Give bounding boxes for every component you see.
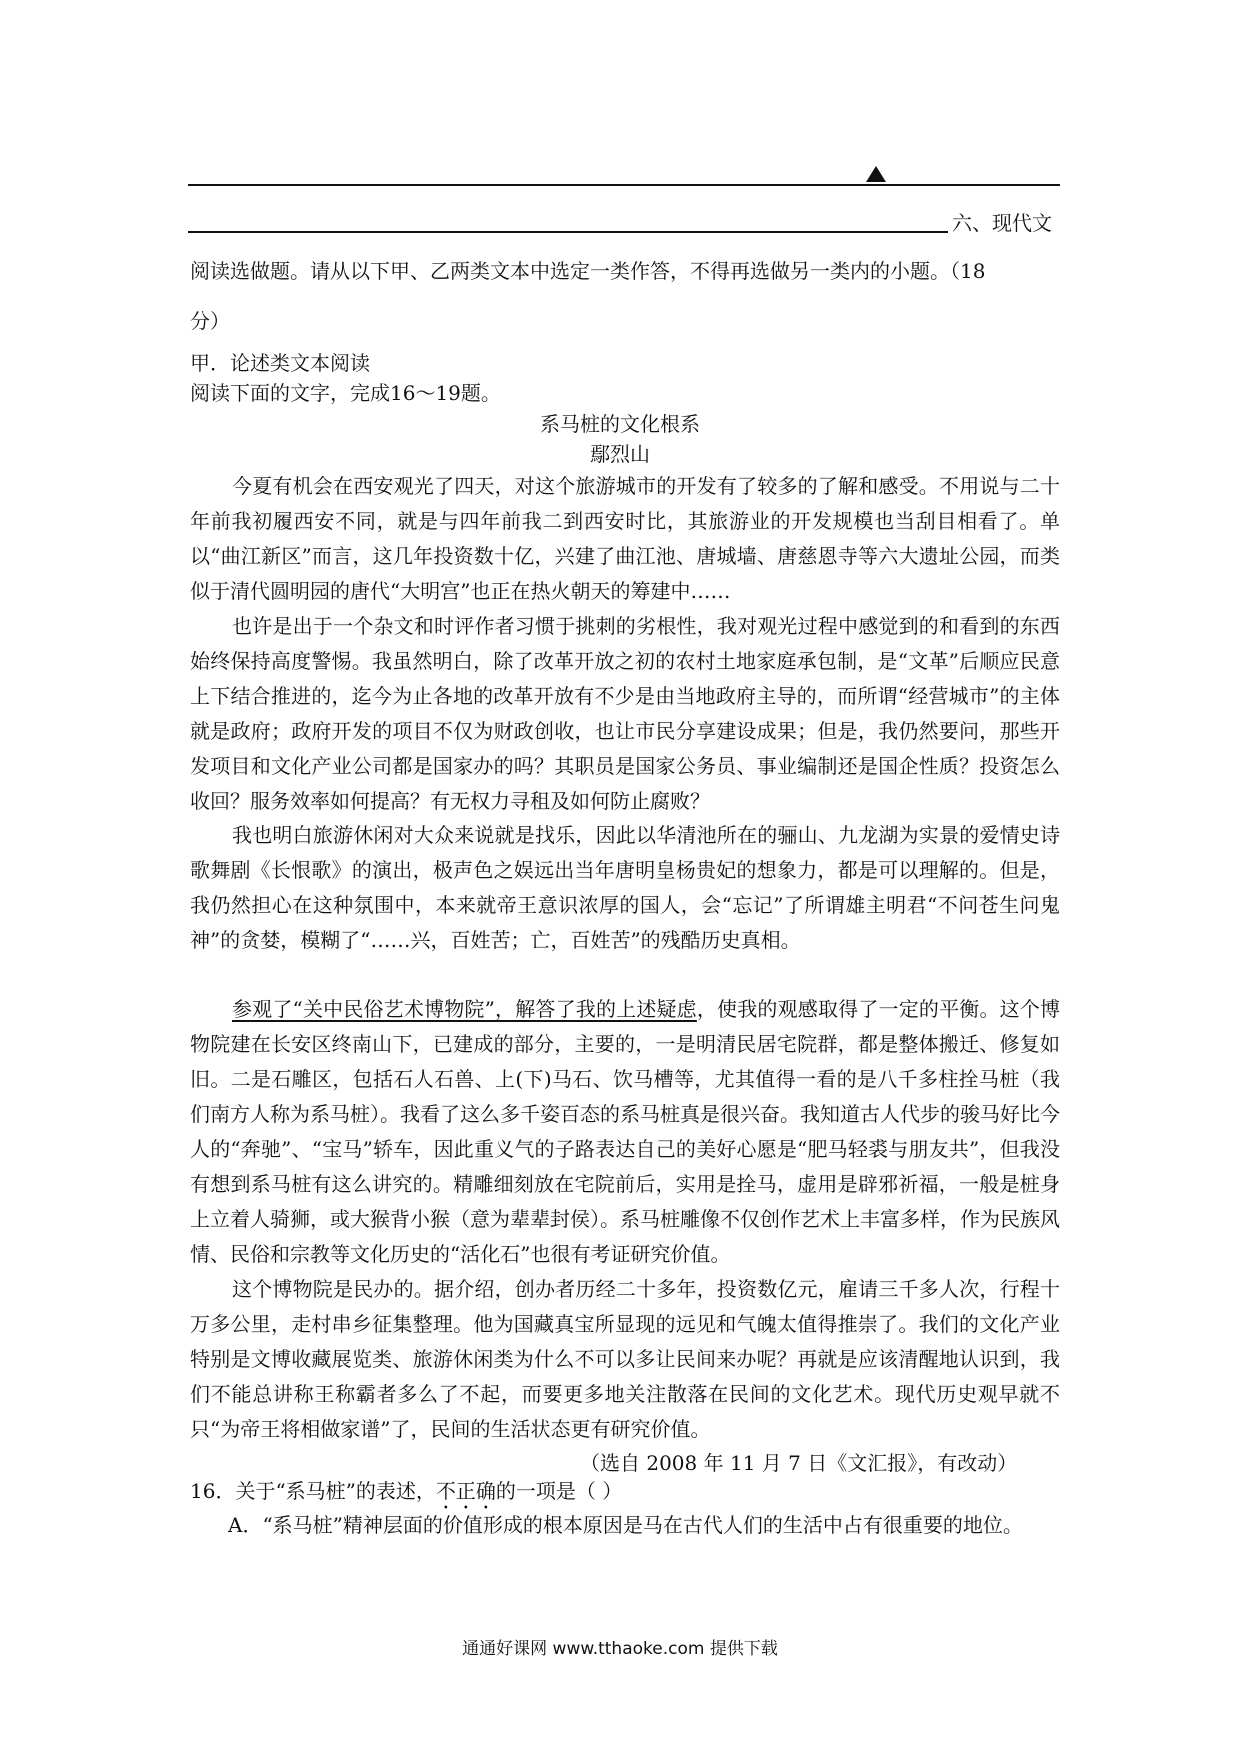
paragraph-3: 我也明白旅游休闲对大众来说就是找乐，因此以华清池所在的骊山、九龙湖为实景的爱情史诗歌舞剧《长恨歌》的演出，极声色之娱远出当年唐明皇杨贵妃的想象力，都是可以理解的。但是，我仍然担心在这种氛围中，本来就帝王意识浓厚的国人，会“忘记”了所谓雄主明君“不问苍生问鬼神”的贪婪，模糊了“……兴，百姓苦；亡，百姓苦”的残酷历史真相。	[190, 823, 1060, 952]
stem-suffix: 的一项是（ ）	[495, 1479, 623, 1503]
intro-line-1: 阅读选做题。请从以下甲、乙两类文本中选定一类作答，不得再选做另一类内的小题。（18	[190, 259, 986, 283]
triangle-icon	[866, 166, 886, 182]
option-a: A．“系马桩”精神层面的价值形成的根本原因是马在古代人们的生活中占有很重要的地位。	[228, 1513, 1023, 1537]
paragraph-1: 今夏有机会在西安观光了四天，对这个旅游城市的开发有了较多的了解和感受。不用说与二十年前我初履西安不同，就是与四年前我二到西安时比，其旅游业的开发规模也当刮目相看了。单以“曲江新区”而言，这几年投资数十亿，兴建了曲江池、唐城墙、唐慈恩寺等六大遗址公园，而类似于清代圆明园的唐代“大明宫”也正在热火朝天的筹建中……	[190, 474, 1060, 603]
article-source: （选自 2008 年 11 月 7 日《文汇报》，有改动）	[580, 1451, 1018, 1475]
paragraph-2: 也许是出于一个杂文和时评作者习惯于挑刺的劣根性，我对观光过程中感觉到的和看到的东西始终保持高度警惕。我虽然明白，除了改革开放之初的农村土地家庭承包制，是“文革”后顺应民意上下结合推进的，迄今为止各地的改革开放有不少是由当地政府主导的，而所谓“经营城市”的主体就是政府；政府开发的项目不仅为财政创收，也让市民分享建设成果；但是，我仍然要问，那些开发项目和文化产业公司都是国家办的吗？其职员是国家公务员、事业编制还是国企性质？投资怎么收回？服务效率如何提高？有无权力寻租及如何防止腐败？	[190, 614, 1060, 813]
paragraph-4	[190, 992, 1060, 1272]
top-rule	[188, 184, 1060, 186]
part-heading: 甲．论述类文本阅读	[190, 351, 370, 375]
paragraph-5: 这个博物院是民办的。据介绍，创办者历经二十多年，投资数亿元，雇请三千多人次，行程十万多公里，走村串乡征集整理。他为国藏真宝所显现的远见和气魄太值得推崇了。我们的文化产业特别是文博收藏展览类、旅游休闲类为什么不可以多让民间来办呢？再就是应该清醒地认识到，我们不能总讲称王称霸者多么了不起，而要更多地关注散落在民间的文化艺术。现代历史观早就不只“为帝王将相做家谱”了，民间的生活状态更有研究价值。	[190, 1277, 1060, 1441]
paragraph-4-rest: ，使我的观感取得了一定的平衡。这个博物院建在长安区终南山下，已建成的部分，主要的，一是明清民居宅院群，都是整体搬迁、修复如旧。二是石雕区，包括石人石兽、上(下)马石、饮马槽等，尤其值得一看的是八千多柱拴马桩（我们南方人称为系马桩）。我看了这么多千姿百态的系马桩真是很兴奋。我知道古人代步的骏马好比今人的“奔驰”、“宝马”轿车，因此重义气的子路表达自己的美好心愿是“肥马轻裘与朋友共”，但我没有想到系马桩有这么讲究的。精雕细刻放在宅院前后，实用是拴马，虚用是辟邪祈福，一般是桩身上立着人骑狮，或大猴背小猴（意为辈辈封侯）。系马桩雕像不仅创作艺术上丰富多样，作为民族风情、民俗和宗教等文化历史的“活化石”也很有考证研究价值。	[190, 997, 1061, 1266]
part-instruction: 阅读下面的文字，完成16～19题。	[190, 381, 501, 405]
underlined-phrase: 参观了“关中民俗艺术博物院”，解答了我的上述疑虑	[232, 997, 697, 1021]
stem-emphasis: 不正确	[435, 1479, 496, 1503]
article-author: 鄢烈山	[590, 442, 650, 466]
stem-prefix: 16．关于“系马桩”的表述，	[190, 1479, 436, 1503]
page-footer: 通通好课网 www.tthaoke.com 提供下载	[462, 1639, 778, 1659]
intro-line-2: 分）	[190, 309, 230, 333]
section-label: 六、现代文	[952, 211, 1052, 235]
answer-line	[188, 231, 948, 233]
article-title: 系马桩的文化根系	[540, 412, 700, 436]
